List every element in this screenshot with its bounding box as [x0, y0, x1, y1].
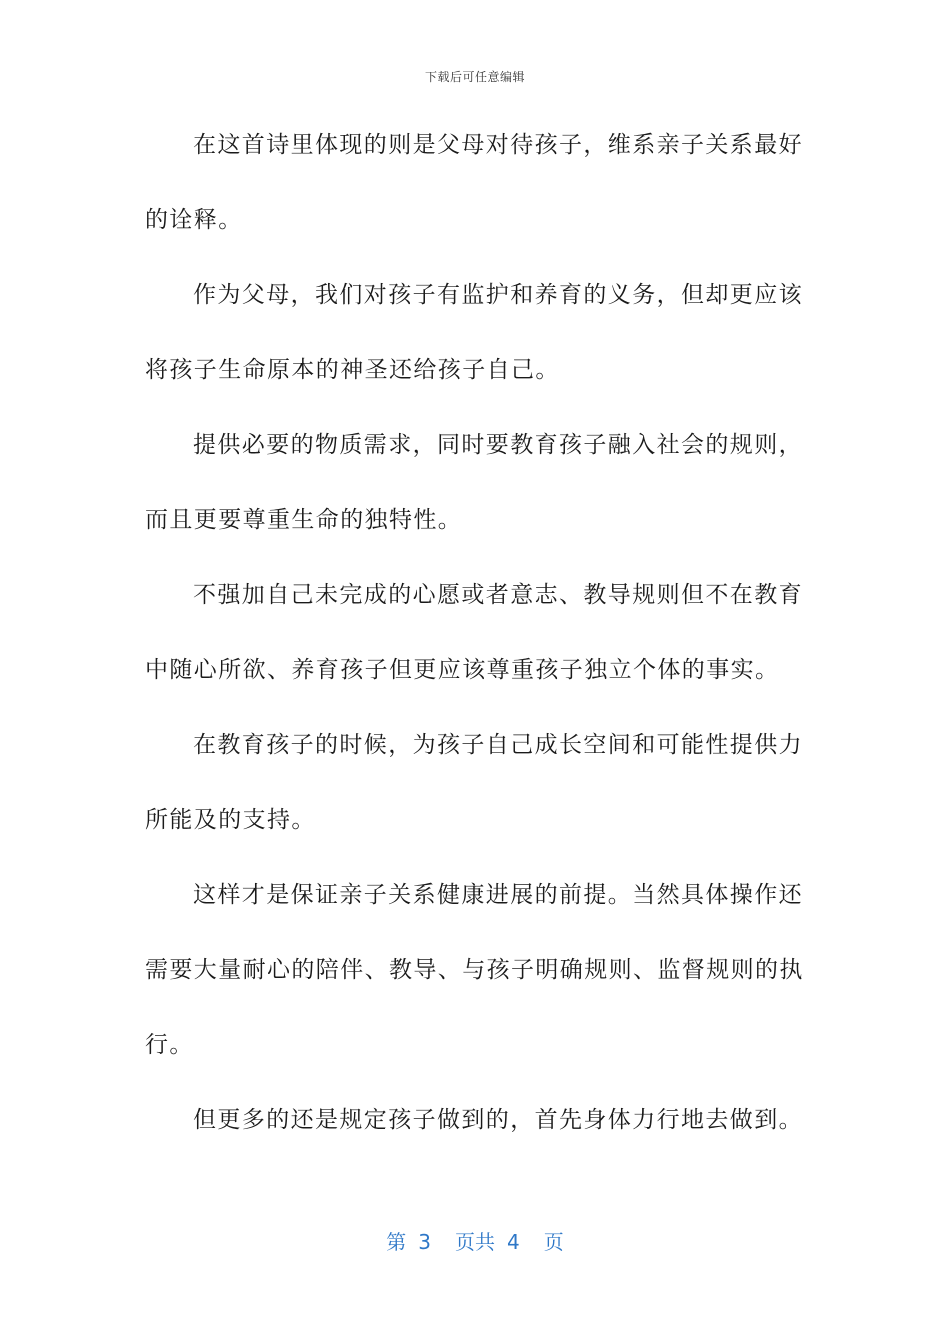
paragraph-7-line-1: 但更多的还是规定孩子做到的，首先身体力行地去做到。: [193, 1107, 803, 1133]
paragraph-2-line-1: 作为父母，我们对孩子有监护和养育的义务，但却更应该: [193, 282, 803, 308]
paragraph-1-line-1: 在这首诗里体现的则是父母对待孩子，维系亲子关系最好: [193, 132, 803, 158]
paragraph-5-line-1: 在教育孩子的时候，为孩子自己成长空间和可能性提供力: [193, 732, 803, 758]
paragraph-3-line-1: 提供必要的物质需求，同时要教育孩子融入社会的规则，: [193, 432, 803, 458]
paragraph-2-line-2: 将孩子生命原本的神圣还给孩子自己。: [145, 357, 560, 383]
paragraph-5-line-2: 所能及的支持。: [145, 807, 316, 833]
page-number-footer: [0, 1226, 950, 1255]
footer-middle: 页共: [455, 1230, 495, 1254]
paragraph-6-line-2: 需要大量耐心的陪伴、教导、与孩子明确规则、监督规则的执: [145, 957, 804, 983]
footer-total-pages: 4: [507, 1230, 520, 1254]
paragraph-6-line-1: 这样才是保证亲子关系健康进展的前提。当然具体操作还: [193, 882, 803, 908]
paragraph-4-line-1: 不强加自己未完成的心愿或者意志、教导规则但不在教育: [193, 582, 803, 608]
footer-prefix: 第: [386, 1230, 407, 1254]
paragraph-6-line-3: 行。: [145, 1032, 194, 1058]
paragraph-3-line-2: 而且更要尊重生命的独特性。: [145, 507, 463, 533]
paragraph-1-line-2: 的诠释。: [145, 207, 243, 233]
paragraph-4-line-2: 中随心所欲、养育孩子但更应该尊重孩子独立个体的事实。: [145, 657, 780, 683]
footer-suffix: 页: [543, 1230, 564, 1254]
page-header: 下载后可任意编辑: [424, 70, 525, 84]
footer-current-page: 3: [418, 1230, 431, 1254]
